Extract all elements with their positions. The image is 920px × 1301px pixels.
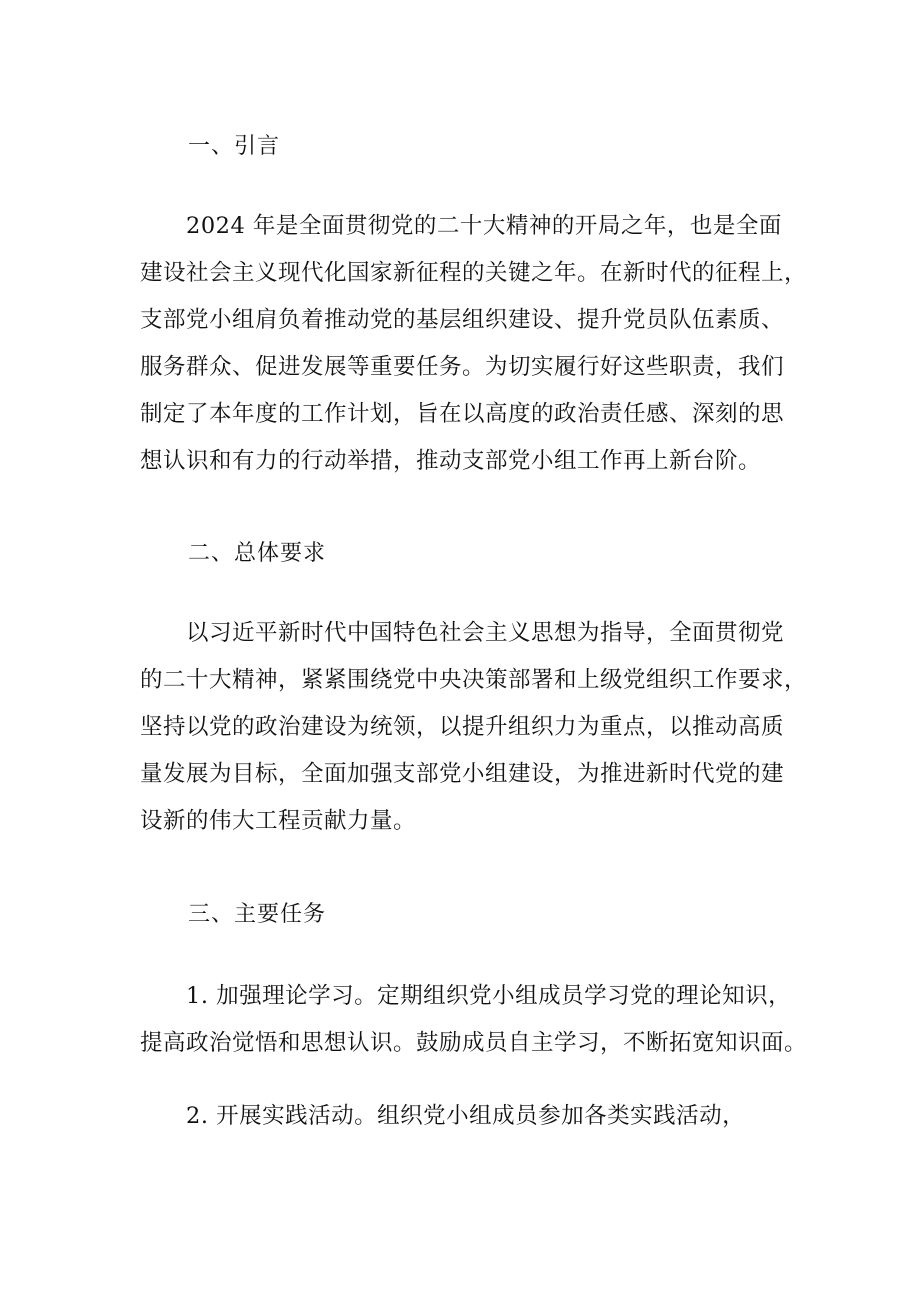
paragraph-line: 2024 年是全面贯彻党的二十大精神的开局之年，也是全面 bbox=[186, 213, 782, 239]
paragraph-line: 的二十大精神，紧紧围绕党中央决策部署和上级党组织工作要求， bbox=[140, 667, 808, 693]
section-heading-general-requirements: 二、总体要求 bbox=[188, 541, 327, 566]
paragraph-line: 2. 开展实践活动。组织党小组成员参加各类实践活动， bbox=[186, 1103, 746, 1129]
paragraph-line: 建设社会主义现代化国家新征程的关键之年。在新时代的征程上， bbox=[140, 260, 808, 286]
paragraph-task-2 bbox=[140, 1093, 800, 1140]
paragraph-line: 坚持以党的政治建设为统领，以提升组织力为重点，以推动高质 bbox=[140, 714, 785, 740]
paragraph-line: 服务群众、促进发展等重要任务。为切实履行好这些职责，我们 bbox=[140, 354, 785, 380]
paragraph-general-requirements bbox=[140, 610, 808, 845]
paragraph-line: 量发展为目标，全面加强支部党小组建设，为推进新时代党的建 bbox=[140, 761, 785, 787]
section-heading-main-tasks: 三、主要任务 bbox=[188, 902, 327, 927]
section-heading-introduction: 一、引言 bbox=[188, 134, 281, 159]
paragraph-line: 设新的伟大工程贡献力量。 bbox=[140, 808, 417, 834]
paragraph-introduction bbox=[140, 203, 808, 485]
paragraph-line: 想认识和有力的行动举措，推动支部党小组工作再上新台阶。 bbox=[140, 448, 762, 474]
paragraph-line: 支部党小组肩负着推动党的基层组织建设、提升党员队伍素质、 bbox=[140, 307, 785, 333]
paragraph-task-1 bbox=[140, 973, 808, 1067]
paragraph-line: 制定了本年度的工作计划，旨在以高度的政治责任感、深刻的思 bbox=[140, 401, 785, 427]
paragraph-line: 提高政治觉悟和思想认识。鼓励成员自主学习，不断拓宽知识面。 bbox=[140, 1030, 808, 1056]
paragraph-line: 1. 加强理论学习。定期组织党小组成员学习党的理论知识， bbox=[186, 983, 792, 1009]
paragraph-line: 以习近平新时代中国特色社会主义思想为指导，全面贯彻党 bbox=[186, 620, 785, 646]
